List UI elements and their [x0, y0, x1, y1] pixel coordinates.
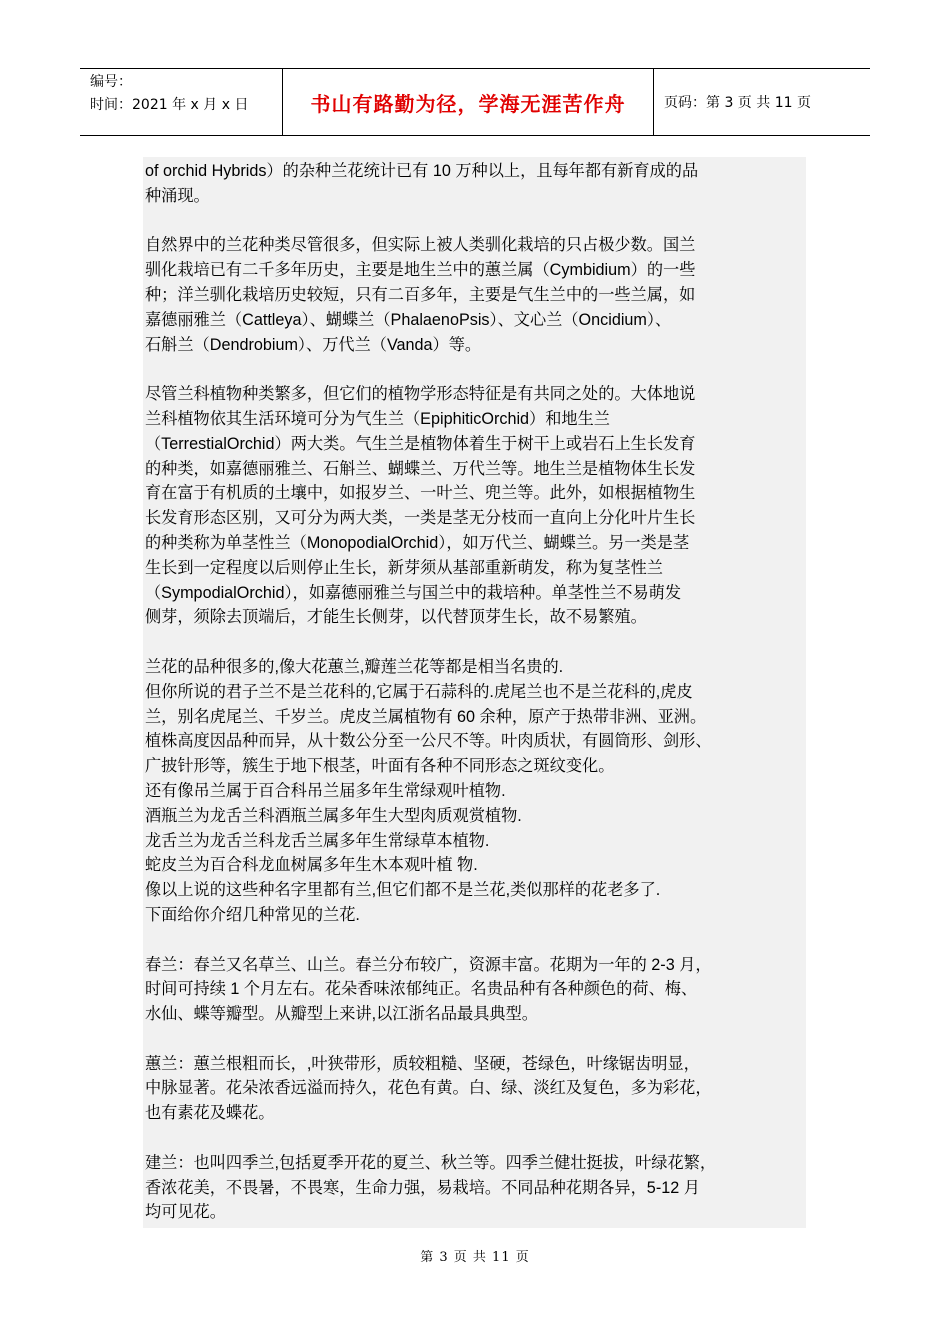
text-line: 的种类，如嘉德丽雅兰、石斛兰、蝴蝶兰、万代兰等。地生兰是植物体生长发: [145, 459, 696, 478]
paragraph: [145, 655, 806, 928]
text-line: of orchid Hybrids）的杂种兰花统计已有 10 万种以上，且每年都有新育成的品: [145, 162, 699, 180]
text-line: 自然界中的兰花种类尽管很多，但实际上被人类驯化栽培的只占极少数。国兰: [145, 236, 696, 255]
text-line: 生长到一定程度以后则停止生长，新芽须从基部重新萌发，称为复茎性兰: [145, 558, 663, 577]
text-line: 广披针形等，簇生于地下根茎，叶面有各种不同形态之斑纹变化。: [145, 757, 615, 776]
text-line: （SympodialOrchid），如嘉德丽雅兰与国兰中的栽培种。单茎性兰不易萌发: [145, 583, 682, 602]
text-line: 石斛兰（Dendrobium）、万代兰（Vanda）等。: [145, 335, 482, 354]
document-date: 时间：2021 年 x 月 x 日: [90, 97, 249, 113]
text-line: 植株高度因品种而异，从十数公分至一公尺不等。叶肉质状，有圆筒形、剑形、: [145, 732, 712, 751]
text-line: 长发育形态区别，又可分为两大类，一类是茎无分枝而一直向上分化叶片生长: [145, 509, 696, 528]
text-line: 种；洋兰驯化栽培历史较短，只有二百多年，主要是气生兰中的一些兰属，如: [145, 285, 696, 304]
paragraph-gap: [145, 928, 806, 953]
text-line: 驯化栽培已有二千多年历史，主要是地生兰中的蕙兰属（Cymbidium）的一些: [145, 261, 696, 280]
paragraph: [145, 159, 806, 209]
text-line: 春兰：春兰又名草兰、山兰。春兰分布较广，资源丰富。花期为一年的 2-3 月，: [145, 955, 712, 974]
text-line: 水仙、蝶等瓣型。从瓣型上来讲,以江浙名品最具典型。: [145, 1005, 538, 1024]
text-line: 中脉显著。花朵浓香远溢而持久，花色有黄。白、绿、淡红及复色，多为彩花，: [145, 1079, 712, 1098]
text-line: 兰花的品种很多的,像大花蕙兰,瓣莲兰花等都是相当名贵的.: [145, 657, 564, 676]
paragraph: [145, 1151, 806, 1225]
paragraph: [145, 382, 806, 630]
page-header: [80, 68, 870, 136]
text-line: 还有像吊兰属于百合科吊兰届多年生常绿观叶植物.: [145, 781, 506, 800]
text-line: 香浓花美，不畏暑，不畏寒，生命力强，易栽培。不同品种花期各异，5-12 月: [145, 1178, 700, 1197]
header-motto: 书山有路勤为径，学海无涯苦作舟: [282, 69, 654, 135]
text-line: 育在富于有机质的土壤中，如报岁兰、一叶兰、兜兰等。此外，如根据植物生: [145, 484, 696, 503]
page-footer: 第 3 页 共 11 页: [420, 1250, 530, 1265]
text-line: 蕙兰：蕙兰根粗而长，,叶狭带形，质较粗糙、坚硬，苍绿色，叶缘锯齿明显，: [145, 1054, 700, 1073]
document-number-label: 编号：: [90, 74, 132, 90]
paragraph: [145, 1052, 806, 1126]
text-line: 时间可持续 1 个月左右。花朵香味浓郁纯正。名贵品种有各种颜色的荷、梅、: [145, 980, 698, 999]
paragraph: [145, 953, 806, 1027]
paragraph-gap: [145, 209, 806, 234]
text-line: 也有素花及蝶花。: [145, 1104, 275, 1123]
text-line: 嘉德丽雅兰（Cattleya）、蝴蝶兰（PhalaenoPsis）、文心兰（Oncidium）、: [145, 310, 672, 329]
text-line: 建兰：也叫四季兰,包括夏季开花的夏兰、秋兰等。四季兰健壮挺拔，叶绿花繁，: [145, 1153, 717, 1172]
text-line: 但你所说的君子兰不是兰花科的,它属于石蒜科的.虎尾兰也不是兰花科的,虎皮: [145, 682, 693, 701]
document-body: [143, 157, 806, 1228]
text-line: 侧芽，须除去顶端后，才能生长侧芽，以代替顶芽生长，故不易繁殖。: [145, 608, 647, 627]
paragraph-gap: [145, 1126, 806, 1151]
text-line: 龙舌兰为龙舌兰科龙舌兰属多年生常绿草本植物.: [145, 831, 490, 850]
text-line: 均可见花。: [145, 1203, 226, 1222]
header-meta: [80, 69, 282, 135]
text-line: 的种类称为单茎性兰（MonopodialOrchid），如万代兰、蝴蝶兰。另一类是茎: [145, 533, 690, 552]
paragraph-gap: [145, 1027, 806, 1052]
text-line: 尽管兰科植物种类繁多，但它们的植物学形态特征是有共同之处的。大体地说: [145, 385, 696, 404]
text-line: 兰科植物依其生活环境可分为气生兰（EpiphiticOrchid）和地生兰: [145, 409, 610, 428]
text-line: 种涌现。: [145, 186, 210, 205]
paragraph: [145, 233, 806, 357]
text-line: 酒瓶兰为龙舌兰科酒瓶兰属多年生大型肉质观赏植物.: [145, 806, 522, 825]
text-line: 兰，别名虎尾兰、千岁兰。虎皮兰属植物有 60 余种，原产于热带非洲、亚洲。: [145, 707, 707, 726]
text-line: 像以上说的这些种名字里都有兰,但它们都不是兰花,类似那样的花老多了.: [145, 881, 661, 900]
text-line: 下面给你介绍几种常见的兰花.: [145, 905, 360, 924]
text-line: （TerrestialOrchid）两大类。气生兰是植物体着生于树干上或岩石上生长发育: [145, 434, 696, 453]
paragraph-gap: [145, 630, 806, 655]
header-page-info: 页码：第 3 页 共 11 页: [664, 95, 811, 111]
paragraph-gap: [145, 357, 806, 382]
text-line: 蛇皮兰为百合科龙血树属多年生木本观叶植 物.: [145, 856, 478, 875]
